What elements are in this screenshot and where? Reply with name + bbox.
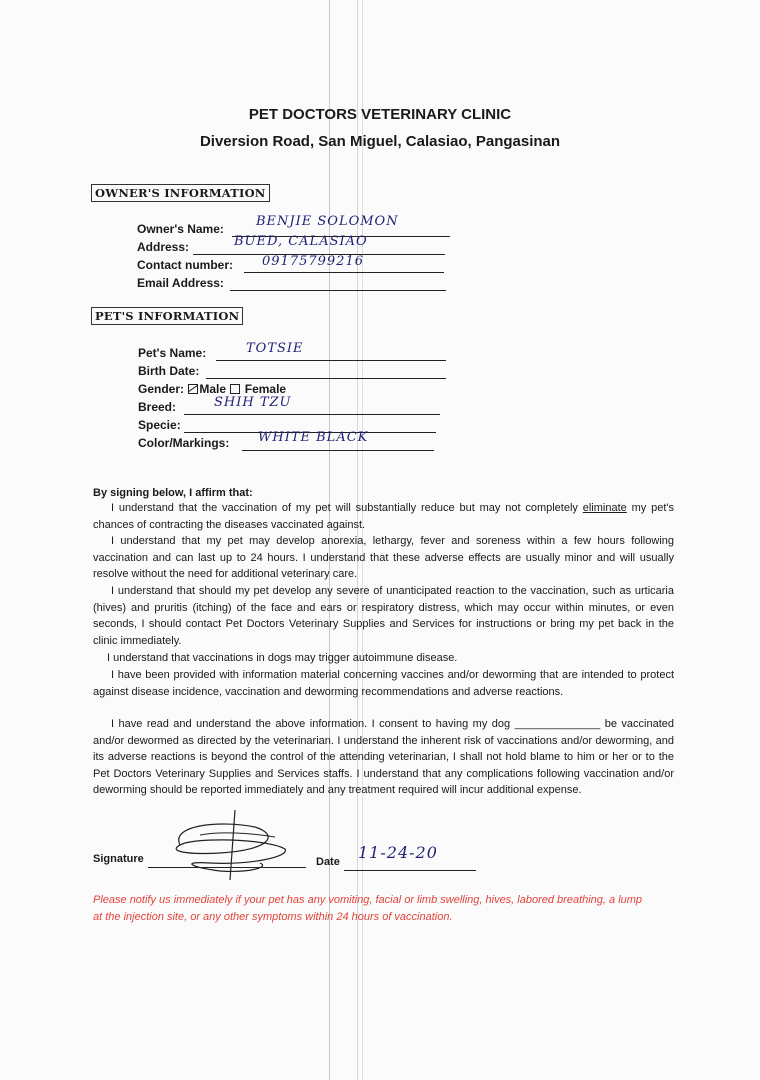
gender-female-label: Female [244, 382, 287, 396]
notice-text: Please notify us immediately if your pet has any vomiting, facial or limb swelling, hives, labored breathing, a lump at the injection site, or any other symptoms within 24 hours of vaccination. [93, 894, 643, 923]
breed-value[interactable]: SHIH TZU [214, 395, 292, 410]
gender-male-label: Male [199, 382, 227, 396]
birth-date-line [206, 378, 446, 379]
gender-female-checkbox[interactable] [230, 384, 240, 394]
pet-name-line [216, 360, 446, 361]
affirmation-paragraph-6: I have read and understand the above information. I consent to having my dog ______________ be vaccinated and/or dewormed as directed by the veterinarian. I understand the inherent risk of vaccinations and/or deworming, and its adverse reactions is beyond the control of the attending veterinarian, I shall not hold blame to him or her or to the Pet Doctors Veterinary Supplies and Services staffs. I understand that any complications following vaccination and/or deworming should be reported immediately and any treatment required will incur additional expense. [93, 718, 674, 796]
pet-name-value[interactable]: TOTSIE [246, 341, 304, 356]
affirmation-paragraph-3: I understand that should my pet develop any severe of unanticipated reaction to the vaccination, such as urticaria (hives) and pruritis (itching) of the face and ears or respiratory distress, which may occur within minutes, or even seconds, I should contact Pet Doctors Veterinary Supplies and Services for instructions or bring my pet back in the clinic immediately. [93, 585, 674, 647]
dog-name-blank[interactable]: ______________ [514, 718, 601, 730]
address-value[interactable]: BUED, CALASIAO [234, 234, 368, 249]
affirmation-paragraph-5: I have been provided with information material concerning vaccines and/or deworming that are intended to protect against disease incidence, vaccination and deworming recommendations and adverse reactions. [93, 669, 674, 698]
date-label: Date [316, 856, 340, 868]
email-line [230, 290, 446, 291]
affirmation-heading: By signing below, I affirm that: [93, 487, 253, 499]
gender-male-checkbox[interactable] [188, 384, 198, 394]
handwritten-signature [160, 805, 300, 885]
gender-row [138, 382, 286, 396]
gender-label: Gender: [138, 382, 185, 396]
contact-label: Contact number: [137, 258, 233, 272]
color-label: Color/Markings: [138, 436, 230, 450]
birth-date-label: Birth Date: [138, 364, 200, 378]
contact-line [244, 272, 444, 273]
color-value[interactable]: WHITE BLACK [258, 430, 369, 445]
clinic-address: Diversion Road, San Miguel, Calasiao, Pangasinan [199, 133, 561, 150]
pet-section-title: PET'S INFORMATION [91, 307, 243, 325]
email-label: Email Address: [137, 276, 224, 290]
breed-label: Breed: [138, 400, 177, 414]
affirmation-paragraph-2: I understand that my pet may develop anorexia, lethargy, fever and soreness within a few hours following vaccination and can last up to 24 hours. I understand that these adverse effects are usually minor and will usually resolve without the need for additional veterinary care. [93, 535, 674, 580]
signature-label: Signature [93, 853, 144, 865]
affirmation-paragraph-4: I understand that vaccinations in dogs may trigger autoimmune disease. [107, 652, 458, 664]
breed-line [184, 414, 440, 415]
pet-name-label: Pet's Name: [138, 346, 207, 360]
date-line [344, 870, 476, 871]
owner-name-label: Owner's Name: [137, 222, 224, 236]
date-value[interactable]: 11-24-20 [358, 843, 438, 862]
contact-value[interactable]: 09175799216 [262, 254, 364, 269]
owner-section-title: OWNER'S INFORMATION [91, 184, 270, 202]
affirmation-paragraph-1: I understand that the vaccination of my pet will substantially reduce but may not completely eliminate my pet's chances of contracting the diseases vaccinated against. [93, 502, 674, 531]
color-line [242, 450, 434, 451]
specie-label: Specie: [138, 418, 181, 432]
address-label: Address: [137, 240, 190, 254]
owner-name-value[interactable]: BENJIE SOLOMON [256, 214, 399, 229]
clinic-name: PET DOCTORS VETERINARY CLINIC [248, 106, 512, 123]
